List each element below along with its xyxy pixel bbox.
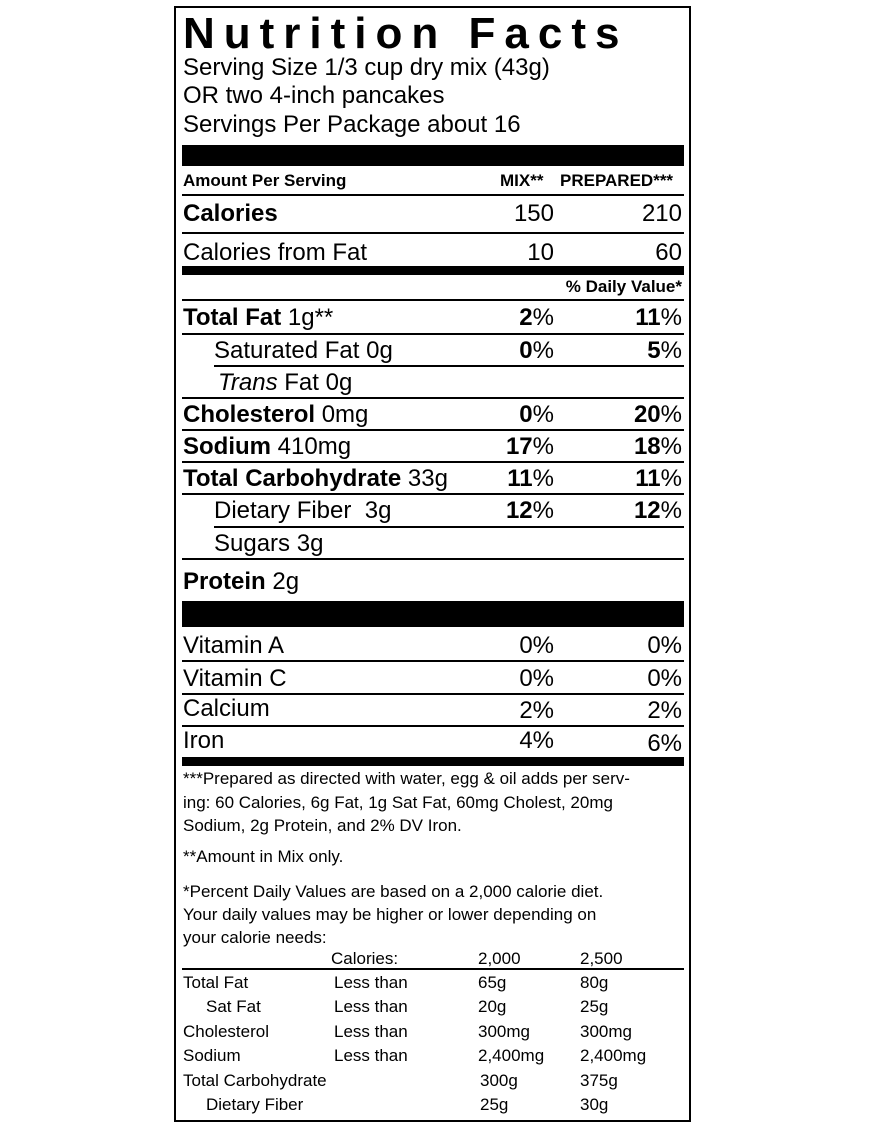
rule	[182, 968, 684, 970]
dv-row-name: Sodium	[183, 1046, 241, 1065]
dv-row-2500: 375g	[580, 1071, 618, 1090]
nutrient-amount: 1g**	[287, 304, 334, 331]
sodium-mix-dv: 17%	[505, 433, 554, 460]
medium-rule	[182, 757, 684, 766]
cholesterol-prepared-dv: 20%	[633, 401, 682, 428]
dv-row-name: Total Fat	[183, 973, 249, 992]
vitamin-a-prepared: 0%	[647, 632, 682, 659]
serving-size: Serving Size 1/3 cup dry mix (43g)	[183, 54, 550, 81]
rule	[214, 526, 684, 528]
dv-row-2500: 25g	[580, 997, 609, 1016]
column-prepared-header: PREPARED***	[560, 171, 674, 190]
vitamin-a-label: Vitamin A	[183, 632, 284, 659]
servings-per-package: Servings Per Package about 16	[183, 111, 521, 138]
rule	[182, 333, 684, 335]
calcium-label: Calcium	[183, 695, 270, 722]
dv-row-name: Total Carbohydrate	[183, 1071, 327, 1090]
dietary-fiber-mix-dv: 12%	[505, 497, 554, 524]
total-fat-mix-dv: 2%	[519, 304, 554, 331]
rule	[182, 660, 684, 662]
iron-label: Iron	[183, 727, 225, 754]
nutrient-sodium: Sodium 410mg	[183, 433, 352, 460]
vitamin-a-mix: 0%	[519, 632, 554, 659]
dv-table-calories-header: Calories:	[331, 949, 399, 968]
footnote-prepared-line-1: ***Prepared as directed with water, egg & oil adds per serv-	[183, 769, 630, 788]
nutrient-dietary-fiber: Dietary Fiber 3g	[214, 497, 392, 524]
calories-label: Calories	[183, 200, 278, 227]
nutrient-saturated-fat: Saturated Fat 0g	[214, 337, 393, 364]
dv-row-limit: Less than	[334, 1022, 408, 1041]
total-carbohydrate-prepared-dv: 11%	[635, 465, 682, 492]
footnote-dv-line-1: *Percent Daily Values are based on a 2,000 calorie diet.	[183, 882, 604, 901]
total-carbohydrate-mix-dv: 11%	[507, 465, 554, 492]
rule	[182, 558, 684, 560]
serving-alt: OR two 4-inch pancakes	[183, 82, 445, 109]
thick-rule	[182, 145, 684, 166]
saturated-fat-mix-dv: 0%	[519, 337, 554, 364]
dv-table-2500-header: 2,500	[580, 949, 623, 968]
dv-row-2500: 80g	[580, 973, 609, 992]
rule	[182, 232, 684, 234]
iron-prepared: 6%	[647, 730, 682, 757]
dietary-fiber-prepared-dv: 12%	[633, 497, 682, 524]
rule	[182, 194, 684, 196]
column-mix-header: MIX**	[500, 171, 544, 190]
footnote-prepared-line-2: ing: 60 Calories, 6g Fat, 1g Sat Fat, 60mg Cholest, 20mg	[183, 793, 613, 812]
iron-mix: 4%	[519, 727, 554, 754]
vitamin-c-mix: 0%	[519, 665, 554, 692]
dv-row-limit: Less than	[334, 997, 408, 1016]
dv-row-2500: 300mg	[580, 1022, 632, 1041]
calories-from-fat-prepared: 60	[655, 239, 682, 266]
calcium-mix: 2%	[519, 697, 554, 724]
nutrient-name: Total Fat	[183, 304, 282, 331]
dv-row-limit: Less than	[334, 973, 408, 992]
rule	[182, 493, 684, 495]
rule	[214, 365, 684, 367]
nutrient-cholesterol: Cholesterol 0mg	[183, 401, 369, 428]
thick-rule	[182, 601, 684, 627]
label-title: Nutrition Facts	[183, 9, 629, 58]
dv-row-2000: 65g	[478, 973, 507, 992]
vitamin-c-label: Vitamin C	[183, 665, 287, 692]
rule	[182, 429, 684, 431]
nutrient-total-fat	[183, 306, 333, 330]
saturated-fat-prepared-dv: 5%	[647, 337, 682, 364]
dv-row-2000: 25g	[480, 1095, 509, 1114]
footnote-prepared-line-3: Sodium, 2g Protein, and 2% DV Iron.	[183, 816, 462, 835]
rule	[182, 397, 684, 399]
calories-mix: 150	[513, 200, 554, 227]
sodium-prepared-dv: 18%	[633, 433, 682, 460]
nutrient-sugars: Sugars 3g	[214, 530, 324, 557]
rule	[182, 299, 684, 301]
dv-table-2000-header: 2,000	[478, 949, 521, 968]
dv-row-2500: 30g	[580, 1095, 609, 1114]
rule	[182, 461, 684, 463]
dv-row-name: Cholesterol	[183, 1022, 269, 1041]
dv-row-2500: 2,400mg	[580, 1046, 647, 1065]
cholesterol-mix-dv: 0%	[519, 401, 554, 428]
rule	[182, 725, 684, 727]
calories-from-fat-label: Calories from Fat	[183, 239, 368, 266]
total-fat-prepared-dv: 11%	[635, 304, 682, 331]
nutrient-protein: Protein 2g	[183, 568, 300, 595]
nutrient-trans-fat: Trans Fat 0g	[218, 369, 353, 396]
vitamin-c-prepared: 0%	[647, 665, 682, 692]
dv-row-2000: 20g	[478, 997, 507, 1016]
nutrient-total-carbohydrate: Total Carbohydrate 33g	[183, 465, 448, 492]
dv-row-2000: 300mg	[478, 1022, 530, 1041]
calories-from-fat-mix: 10	[527, 239, 554, 266]
amount-per-serving: Amount Per Serving	[183, 171, 347, 190]
dv-row-name: Sat Fat	[206, 997, 261, 1016]
dv-row-limit: Less than	[334, 1046, 408, 1065]
footnote-dv-line-2: Your daily values may be higher or lower depending on	[183, 905, 597, 924]
daily-value-header: % Daily Value*	[565, 277, 682, 296]
medium-rule	[182, 266, 684, 275]
calcium-prepared: 2%	[647, 697, 682, 724]
footnote-mix: **Amount in Mix only.	[183, 847, 344, 866]
calories-prepared: 210	[641, 200, 682, 227]
dv-row-2000: 300g	[480, 1071, 518, 1090]
footnote-dv-line-3: your calorie needs:	[183, 928, 327, 947]
dv-row-name: Dietary Fiber	[206, 1095, 304, 1114]
dv-row-2000: 2,400mg	[478, 1046, 545, 1065]
